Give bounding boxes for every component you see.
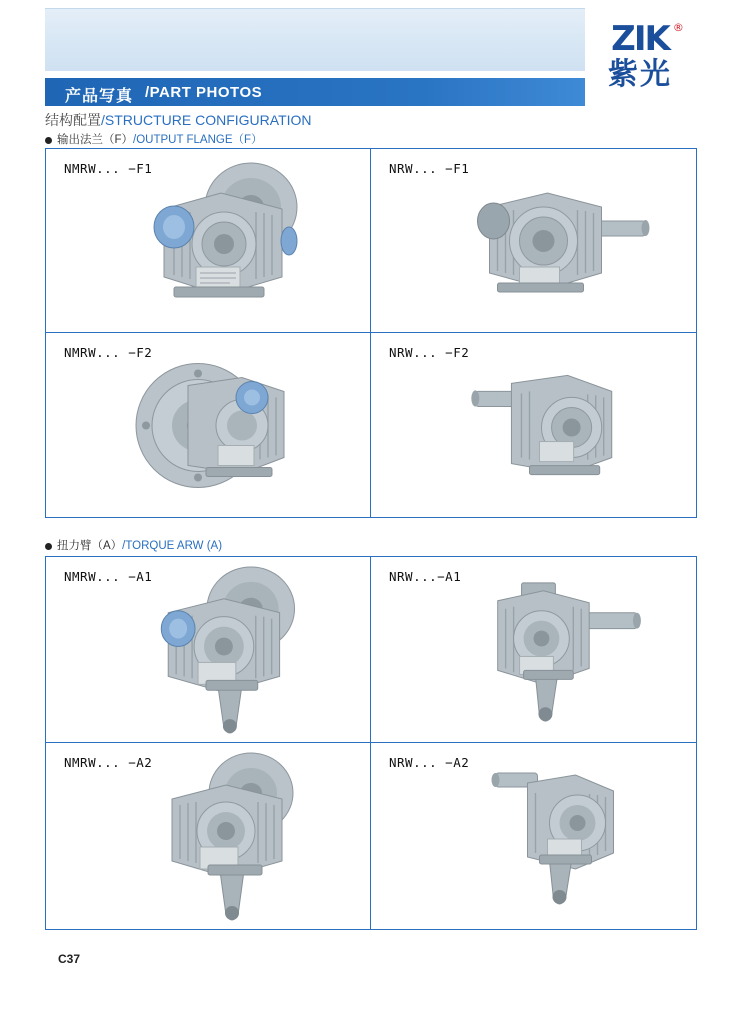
output-flange-photo-grid xyxy=(45,148,697,518)
registered-trademark-icon: ® xyxy=(672,21,682,34)
page-title-bar xyxy=(45,78,585,106)
photo-cell-nmrw-f2 xyxy=(46,333,371,517)
page-title-en: /PART PHOTOS xyxy=(145,84,263,101)
gearbox-torque-nmrw-a1-photo xyxy=(46,557,370,742)
section-label-output-flange-cn: 输出法兰（F） xyxy=(57,134,134,146)
photo-cell-label: NMRW... −A2 xyxy=(64,755,153,770)
gearbox-flange-nrw-f2-photo xyxy=(371,333,696,517)
gearbox-flange-nmrw-f2-photo xyxy=(46,333,370,517)
photo-cell-label: NRW...−A1 xyxy=(389,569,462,584)
page-subtitle-cn: 结构配置 xyxy=(45,112,101,128)
gearbox-flange-nmrw-f1-photo xyxy=(46,149,370,332)
torque-arm-photo-grid xyxy=(45,556,697,930)
photo-cell-label: NRW... −A2 xyxy=(389,755,470,770)
bullet-icon xyxy=(45,137,52,144)
gearbox-torque-nrw-a1-photo xyxy=(371,557,696,742)
gearbox-torque-nmrw-a2-photo xyxy=(46,743,370,929)
gearbox-torque-nrw-a2-photo xyxy=(371,743,696,929)
logo-wordmark xyxy=(611,19,682,59)
section-label-output-flange xyxy=(45,131,263,147)
photo-cell-label: NMRW... −F1 xyxy=(64,161,153,176)
section-label-torque-arm-en: /TORQUE ARW (A) xyxy=(122,540,223,552)
section-label-output-flange-en: /OUTPUT FLANGE（F） xyxy=(133,134,263,146)
photo-cell-label: NMRW... −F2 xyxy=(64,345,153,360)
bullet-icon xyxy=(45,543,52,550)
photo-cell-nrw-a2 xyxy=(371,743,696,929)
gearbox-flange-nrw-f1-photo xyxy=(371,149,696,332)
photo-cell-nmrw-a1 xyxy=(46,557,371,743)
photo-cell-nrw-a1 xyxy=(371,557,696,743)
photo-cell-label: NRW... −F1 xyxy=(389,161,470,176)
page-title-cn: 产品写真 xyxy=(65,88,134,105)
page-number: C37 xyxy=(58,952,81,966)
photo-cell-label: NMRW... −A1 xyxy=(64,569,153,584)
photo-cell-nmrw-f1 xyxy=(46,149,371,333)
header-banner-gradient xyxy=(45,9,585,71)
page-subtitle xyxy=(45,110,312,130)
photo-cell-label: NRW... −F2 xyxy=(389,345,470,360)
section-label-torque-arm xyxy=(45,537,222,553)
photo-cell-nrw-f2 xyxy=(371,333,696,517)
logo-chinese-name: 紫光 xyxy=(608,58,672,91)
logo-wordmark-text: ZIK xyxy=(611,19,669,59)
page-subtitle-en: /STRUCTURE CONFIGURATION xyxy=(101,112,312,128)
section-label-torque-arm-cn: 扭力臂（A） xyxy=(57,540,123,552)
photo-cell-nmrw-a2 xyxy=(46,743,371,929)
photo-cell-nrw-f1 xyxy=(371,149,696,333)
header-banner xyxy=(45,8,585,71)
